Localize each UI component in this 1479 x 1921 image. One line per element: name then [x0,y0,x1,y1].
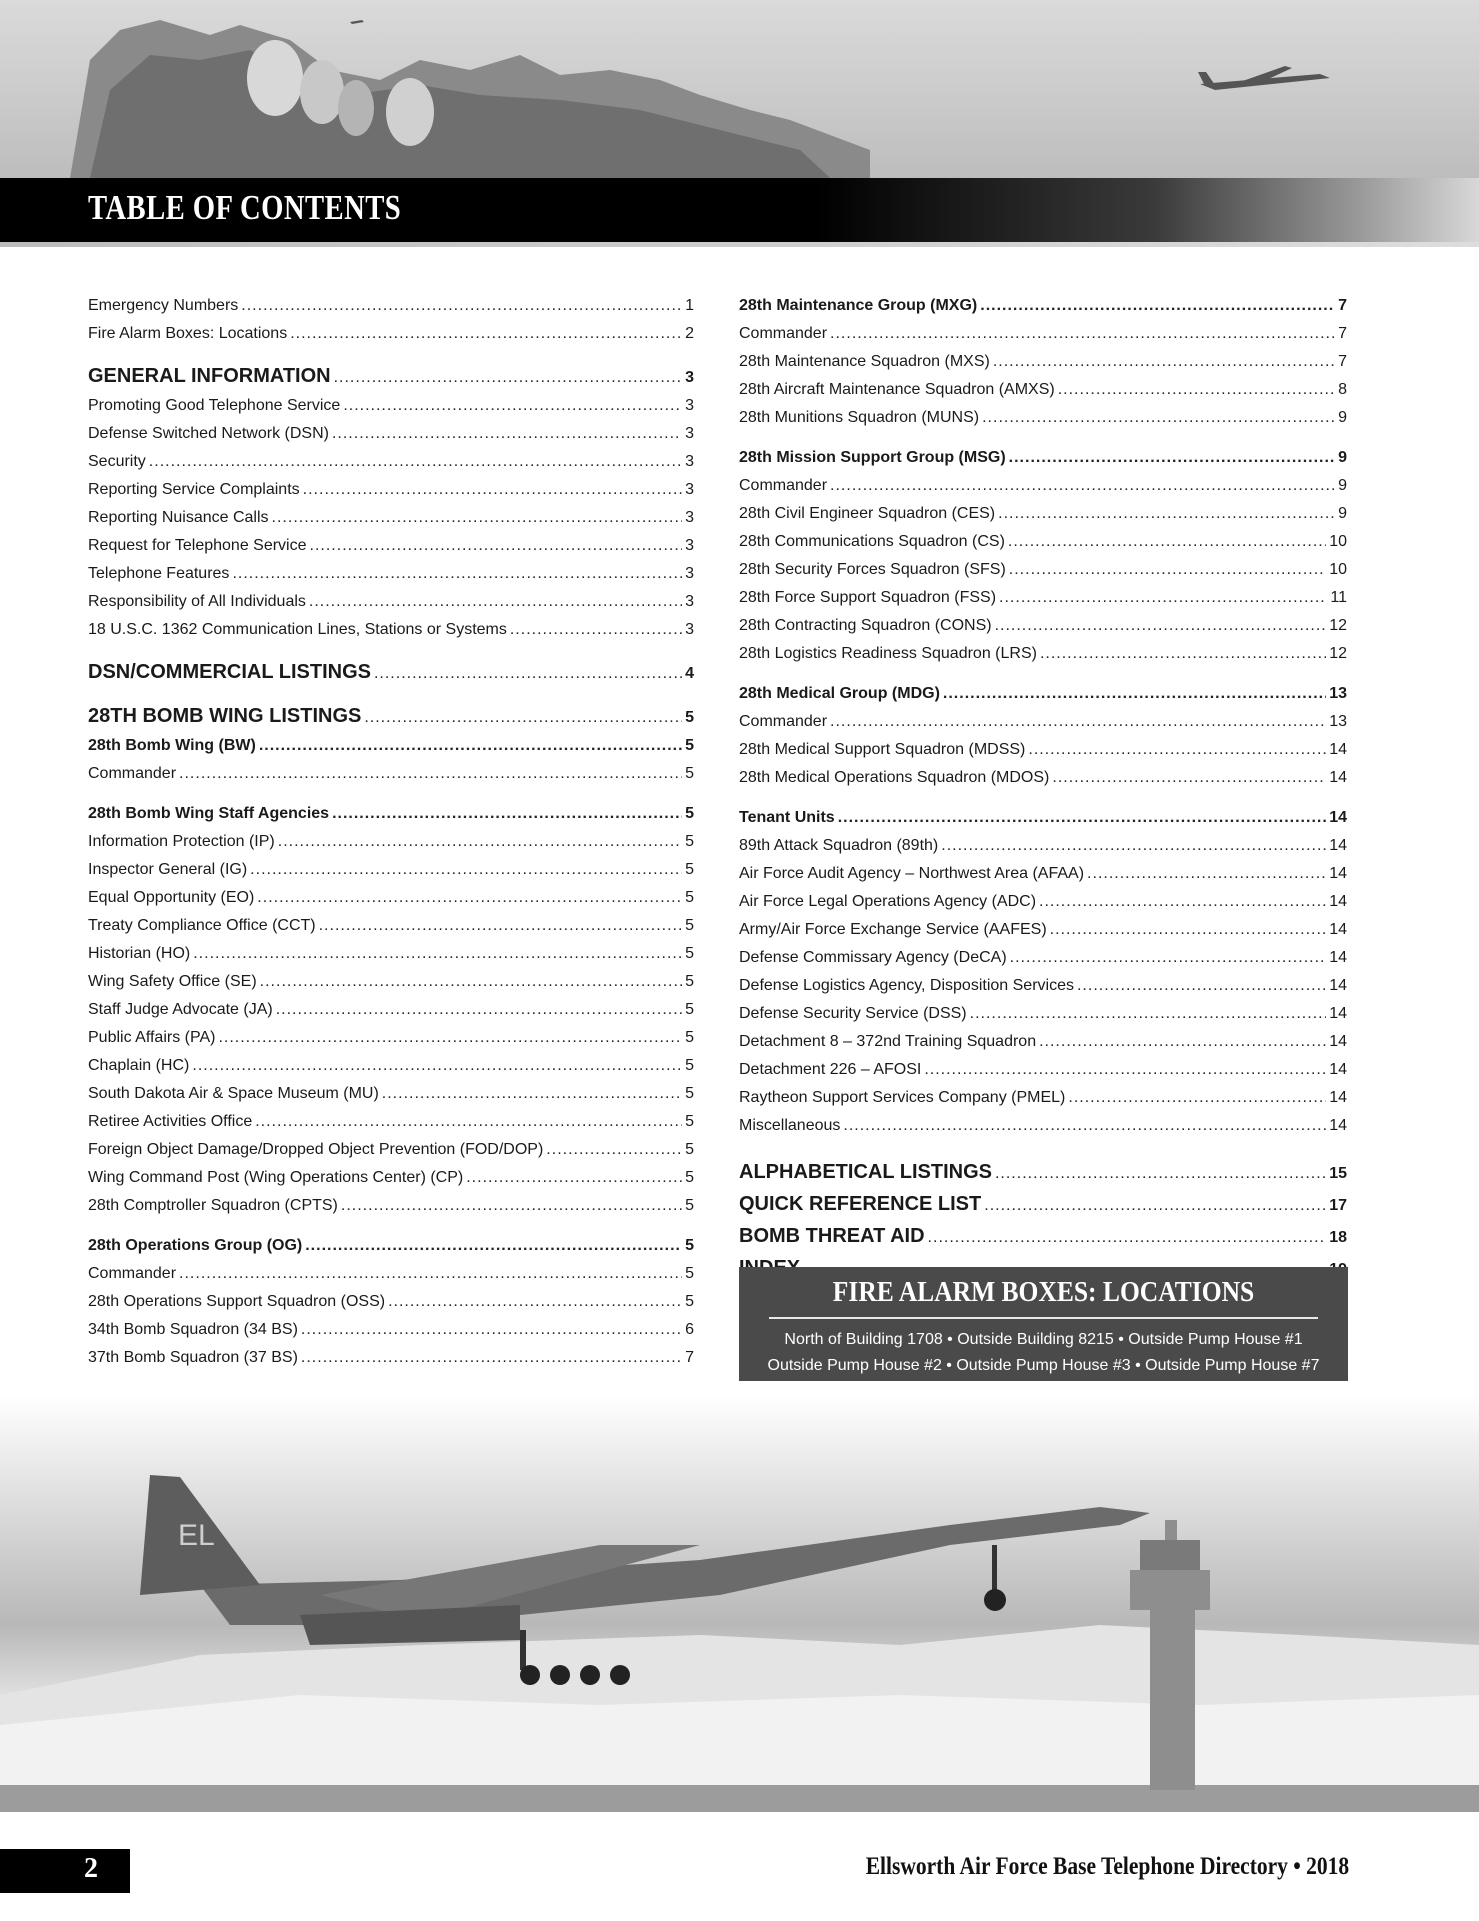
fire-alarm-locations-line-2: Outside Pump House #2 • Outside Pump House #3 • Outside Pump House #7 [767,1357,1320,1374]
toc-entry-page: 1 [685,297,694,314]
toc-leader-dots [305,1232,682,1260]
toc-leader-dots [546,1136,682,1164]
toc-entry-page: 5 [685,1085,694,1102]
toc-entry-page: 7 [685,1349,694,1366]
toc-entry [739,860,1347,888]
toc-entry-label: 28th Comptroller Squadron (CPTS) [88,1197,338,1214]
toc-leader-dots [995,1158,1326,1190]
toc-leader-dots [1039,888,1326,916]
toc-leader-dots [970,1000,1327,1028]
toc-entry-label: 28TH BOMB WING LISTINGS [88,705,362,727]
toc-entry-label: Equal Opportunity (EO) [88,889,255,906]
toc-leader-dots [943,680,1326,708]
footer-title: Ellsworth Air Force Base Telephone Directory • 2018 [865,1853,1349,1880]
toc-entry [739,1220,1347,1252]
toc-entry-page: 5 [685,709,694,726]
toc-entry [739,708,1347,736]
toc-entry [88,1260,694,1288]
toc-leader-dots [1039,1028,1326,1056]
bomber-takeoff-illustration [0,1395,1479,1812]
toc-entry-label: Detachment 8 – 372nd Training Squadron [739,1033,1037,1050]
toc-leader-dots [332,800,682,828]
toc-leader-dots [1058,376,1335,404]
toc-entry-label: Promoting Good Telephone Service [88,397,341,414]
toc-entry-page: 3 [685,537,694,554]
toc-entry-label: ALPHABETICAL LISTINGS [739,1161,992,1183]
toc-leader-dots [998,500,1335,528]
toc-entry-label: 28th Medical Group (MDG) [739,685,940,702]
toc-entry [88,588,694,616]
toc-leader-dots [260,968,682,996]
toc-entry-label: 28th Medical Support Squadron (MDSS) [739,741,1026,758]
toc-entry-label: DSN/COMMERCIAL LISTINGS [88,661,371,683]
toc-leader-dots [310,532,683,560]
toc-entry-page: 14 [1329,949,1347,966]
toc-entry-label: 28th Munitions Squadron (MUNS) [739,409,980,426]
toc-entry-label: 28th Communications Squadron (CS) [739,533,1005,550]
toc-entry [739,1084,1347,1112]
toc-entry-page: 14 [1329,865,1347,882]
toc-entry [88,1108,694,1136]
page-title: TABLE OF CONTENTS [88,188,402,227]
toc-entry-label: Public Affairs (PA) [88,1029,216,1046]
toc-entry-label: Tenant Units [739,809,835,826]
toc-entry-page: 14 [1329,977,1347,994]
fire-alarm-title: FIRE ALARM BOXES: LOCATIONS [832,1276,1255,1308]
toc-column-left [88,292,694,1372]
toc-entry-label: Detachment 226 – AFOSI [739,1061,922,1078]
toc-entry-page: 5 [685,765,694,782]
toc-entry-label: 89th Attack Squadron (89th) [739,837,939,854]
toc-entry [739,584,1347,612]
toc-entry [88,732,694,760]
toc-leader-dots [179,760,682,788]
toc-entry [88,560,694,588]
toc-leader-dots [1008,528,1326,556]
toc-entry-label: Defense Logistics Agency, Disposition Services [739,977,1074,994]
toc-entry [88,320,694,348]
toc-entry [739,1028,1347,1056]
toc-leader-dots [303,476,682,504]
page-number: 2 [84,1853,98,1884]
toc-column-right [739,292,1347,1284]
toc-leader-dots [319,912,682,940]
toc-entry-page: 5 [685,945,694,962]
toc-entry [739,292,1347,320]
toc-entry-page: 14 [1329,1005,1347,1022]
toc-entry-label: Responsibility of All Individuals [88,593,306,610]
toc-entry-page: 10 [1329,533,1347,550]
toc-entry-label: 28th Security Forces Squadron (SFS) [739,561,1006,578]
toc-entry-label: Fire Alarm Boxes: Locations [88,325,288,342]
toc-leader-dots [309,588,682,616]
toc-entry-page: 5 [685,917,694,934]
toc-entry [739,556,1347,584]
toc-leader-dots [1068,1084,1326,1112]
toc-leader-dots [388,1288,682,1316]
toc-leader-dots [928,1222,1327,1254]
toc-entry-label: 28th Operations Group (OG) [88,1237,303,1254]
toc-entry [739,1112,1347,1140]
toc-entry-label: Commander [739,325,828,342]
toc-entry-page: 5 [685,1237,694,1254]
toc-entry [88,1136,694,1164]
toc-entry [739,888,1347,916]
toc-entry-page: 3 [685,481,694,498]
toc-leader-dots [466,1164,682,1192]
toc-entry-label: Raytheon Support Services Company (PMEL) [739,1089,1066,1106]
toc-entry-page: 5 [685,889,694,906]
toc-leader-dots [232,560,682,588]
toc-leader-dots [301,1316,682,1344]
toc-entry-label: GENERAL INFORMATION [88,365,331,387]
toc-leader-dots [276,996,682,1024]
toc-leader-dots [995,612,1327,640]
toc-entry-label: 28th Bomb Wing (BW) [88,737,256,754]
toc-leader-dots [830,708,1326,736]
toc-entry-page: 9 [1338,409,1347,426]
toc-entry [739,1056,1347,1084]
toc-entry-label: Chaplain (HC) [88,1057,190,1074]
toc-entry [739,944,1347,972]
toc-entry [739,832,1347,860]
toc-leader-dots [241,292,682,320]
toc-entry-page: 14 [1329,769,1347,786]
bomber-takeoff-photo [0,1395,1479,1812]
toc-entry-page: 5 [685,1057,694,1074]
toc-entry-label: Commander [739,477,828,494]
toc-leader-dots [364,702,682,734]
toc-leader-dots [1087,860,1326,888]
toc-leader-dots [980,292,1335,320]
toc-entry-page: 4 [685,665,694,682]
toc-entry [739,320,1347,348]
toc-leader-dots [1010,944,1327,972]
toc-leader-dots [982,404,1335,432]
toc-entry-page: 7 [1338,325,1347,342]
toc-entry-label: 28th Aircraft Maintenance Squadron (AMXS) [739,381,1055,398]
page-number-box [0,1849,130,1893]
toc-entry-label: 28th Force Support Squadron (FSS) [739,589,997,606]
toc-entry-page: 3 [685,369,694,386]
toc-entry [88,760,694,788]
toc-entry [88,1024,694,1052]
toc-entry-page: 13 [1329,685,1347,702]
toc-entry-label: Security [88,453,146,470]
toc-entry-page: 3 [685,593,694,610]
toc-entry-label: QUICK REFERENCE LIST [739,1193,982,1215]
toc-entry-label: 28th Bomb Wing Staff Agencies [88,805,330,822]
toc-leader-dots [924,1056,1326,1084]
title-divider [0,242,1479,247]
toc-entry-label: 18 U.S.C. 1362 Communication Lines, Stations or Systems [88,621,507,638]
toc-entry-label: Emergency Numbers [88,297,239,314]
toc-entry-label: Historian (HO) [88,945,191,962]
toc-entry [88,856,694,884]
toc-entry [739,640,1347,668]
toc-leader-dots [272,504,683,532]
toc-leader-dots [290,320,682,348]
toc-entry-page: 3 [685,509,694,526]
toc-leader-dots [149,448,682,476]
toc-entry [88,1080,694,1108]
toc-entry [739,404,1347,432]
toc-entry-label: 28th Medical Operations Squadron (MDOS) [739,769,1050,786]
toc-entry-label: Wing Safety Office (SE) [88,973,257,990]
toc-entry [739,528,1347,556]
toc-entry-label: Commander [739,713,828,730]
toc-entry-label: Staff Judge Advocate (JA) [88,1001,273,1018]
toc-entry [88,532,694,560]
fire-alarm-box [739,1267,1348,1381]
fire-alarm-locations-line-1: North of Building 1708 • Outside Building 8215 • Outside Pump House #1 [784,1331,1303,1348]
toc-entry-label: Army/Air Force Exchange Service (AAFES) [739,921,1047,938]
toc-entry-page: 14 [1329,1033,1347,1050]
toc-entry-page: 5 [685,1197,694,1214]
toc-leader-dots [941,832,1326,860]
toc-entry-page: 5 [685,1293,694,1310]
toc-entry-label: 28th Maintenance Squadron (MXS) [739,353,990,370]
toc-leader-dots [1028,736,1326,764]
toc-entry [88,1052,694,1080]
toc-entry [88,996,694,1024]
toc-entry-page: 2 [685,325,694,342]
toc-leader-dots [334,362,683,394]
toc-leader-dots [374,658,682,690]
toc-leader-dots [1052,764,1326,792]
toc-entry [88,940,694,968]
toc-entry [88,476,694,504]
toc-entry [88,616,694,644]
bomber-aircraft-small [1198,66,1330,90]
toc-entry-label: Foreign Object Damage/Dropped Object Prevention (FOD/DOP) [88,1141,544,1158]
toc-entry-page: 5 [685,1001,694,1018]
toc-entry-label: Reporting Nuisance Calls [88,509,269,526]
toc-entry-label: Inspector General (IG) [88,861,248,878]
toc-entry-label: Information Protection (IP) [88,833,275,850]
toc-entry [739,680,1347,708]
mount-rushmore-illustration [0,0,1479,178]
toc-entry [88,392,694,420]
toc-leader-dots [192,1052,682,1080]
toc-entry [88,1344,694,1372]
toc-entry [88,884,694,912]
toc-entry-label: Commander [88,1265,177,1282]
toc-entry [88,912,694,940]
toc-entry-label: 28th Maintenance Group (MXG) [739,297,978,314]
toc-entry-page: 3 [685,621,694,638]
toc-entry [88,420,694,448]
toc-entry-page: 5 [685,1265,694,1282]
toc-leader-dots [1009,444,1335,472]
header-photo [0,0,1479,178]
toc-entry-page: 8 [1338,381,1347,398]
toc-entry [88,292,694,320]
toc-entry-page: 15 [1329,1165,1347,1182]
toc-entry-label: 37th Bomb Squadron (37 BS) [88,1349,298,1366]
toc-entry-label: Defense Security Service (DSS) [739,1005,967,1022]
toc-leader-dots [830,320,1335,348]
toc-entry-label: Telephone Features [88,565,230,582]
toc-entry [88,700,694,732]
toc-entry-page: 13 [1329,713,1347,730]
toc-entry-page: 14 [1329,921,1347,938]
toc-entry-page: 14 [1329,1061,1347,1078]
toc-leader-dots [193,940,682,968]
toc-entry-page: 14 [1329,837,1347,854]
toc-entry-page: 14 [1329,741,1347,758]
toc-entry [739,500,1347,528]
toc-entry-page: 5 [685,1141,694,1158]
toc-entry-page: 3 [685,425,694,442]
toc-entry [88,1192,694,1220]
toc-entry-page: 14 [1329,1117,1347,1134]
toc-leader-dots [250,856,682,884]
toc-leader-dots [301,1344,682,1372]
toc-entry-page: 14 [1329,1089,1347,1106]
toc-entry-label: Wing Command Post (Wing Operations Center) (CP) [88,1169,464,1186]
toc-entry-page: 12 [1329,645,1347,662]
toc-entry [88,1316,694,1344]
toc-entry-label: Retiree Activities Office [88,1113,253,1130]
toc-entry [88,1288,694,1316]
toc-entry-page: 5 [685,973,694,990]
toc-entry-page: 5 [685,1169,694,1186]
toc-entry-label: Commander [88,765,177,782]
toc-entry [88,828,694,856]
toc-entry-label: Air Force Audit Agency – Northwest Area (AFAA) [739,865,1085,882]
toc-entry [739,972,1347,1000]
toc-leader-dots [838,804,1327,832]
toc-entry-page: 6 [685,1321,694,1338]
toc-entry-label: 34th Bomb Squadron (34 BS) [88,1321,298,1338]
toc-entry-label: Treaty Compliance Office (CCT) [88,917,316,934]
toc-entry-page: 3 [685,397,694,414]
toc-entry-label: Miscellaneous [739,1117,841,1134]
toc-entry [88,1164,694,1192]
toc-entry [88,1232,694,1260]
toc-leader-dots [830,472,1335,500]
toc-entry [88,360,694,392]
toc-entry-page: 5 [685,861,694,878]
toc-leader-dots [1077,972,1326,1000]
toc-entry-page: 17 [1329,1197,1347,1214]
toc-entry [739,1188,1347,1220]
toc-entry [739,1156,1347,1188]
toc-entry [739,736,1347,764]
toc-leader-dots [259,732,682,760]
toc-entry-page: 12 [1329,617,1347,634]
toc-leader-dots [999,584,1327,612]
toc-entry [739,764,1347,792]
toc-entry-label: Defense Commissary Agency (DeCA) [739,949,1007,966]
toc-entry [739,444,1347,472]
toc-entry [739,1000,1347,1028]
toc-entry-label: South Dakota Air & Space Museum (MU) [88,1085,379,1102]
toc-entry-label: Request for Telephone Service [88,537,307,554]
toc-entry-page: 5 [685,805,694,822]
toc-entry-label: Reporting Service Complaints [88,481,300,498]
toc-entry [739,916,1347,944]
toc-entry-page: 3 [685,565,694,582]
toc-leader-dots [341,1192,682,1220]
toc-entry-page: 5 [685,1113,694,1130]
toc-leader-dots [255,1108,682,1136]
toc-leader-dots [993,348,1335,376]
toc-entry [739,348,1347,376]
toc-entry-label: 28th Mission Support Group (MSG) [739,449,1006,466]
toc-leader-dots [843,1112,1326,1140]
toc-entry-page: 7 [1338,353,1347,370]
toc-entry-page: 9 [1338,449,1347,466]
toc-entry-label: Defense Switched Network (DSN) [88,425,329,442]
toc-leader-dots [1040,640,1326,668]
toc-entry [739,612,1347,640]
toc-leader-dots [179,1260,682,1288]
toc-leader-dots [510,616,682,644]
toc-entry-page: 5 [685,833,694,850]
toc-entry [88,448,694,476]
toc-entry [88,800,694,828]
toc-entry-page: 5 [685,737,694,754]
toc-entry-label: 28th Contracting Squadron (CONS) [739,617,992,634]
toc-entry-page: 3 [685,453,694,470]
toc-entry-page: 5 [685,1029,694,1046]
toc-entry-page: 18 [1329,1229,1347,1246]
toc-leader-dots [1050,916,1327,944]
toc-entry [739,376,1347,404]
toc-entry-label: 28th Civil Engineer Squadron (CES) [739,505,996,522]
toc-entry [88,968,694,996]
toc-leader-dots [218,1024,682,1052]
toc-entry-page: 9 [1338,505,1347,522]
toc-entry [739,804,1347,832]
toc-entry-page: 9 [1338,477,1347,494]
toc-leader-dots [278,828,682,856]
toc-entry-label: 28th Operations Support Squadron (OSS) [88,1293,386,1310]
toc-leader-dots [382,1080,682,1108]
toc-entry-label: 28th Logistics Readiness Squadron (LRS) [739,645,1037,662]
toc-leader-dots [343,392,682,420]
fire-alarm-divider [769,1317,1318,1319]
toc-entry-page: 11 [1330,589,1347,606]
toc-entry [88,504,694,532]
toc-entry [739,472,1347,500]
toc-leader-dots [984,1190,1326,1222]
toc-leader-dots [1009,556,1326,584]
tail-marking-text: EL [178,1519,215,1552]
toc-entry-page: 14 [1329,893,1347,910]
toc-entry-page: 14 [1329,809,1347,826]
toc-leader-dots [257,884,682,912]
toc-entry [88,656,694,688]
toc-entry-page: 7 [1338,297,1347,314]
toc-leader-dots [332,420,682,448]
toc-entry-page: 10 [1329,561,1347,578]
toc-entry-label: Air Force Legal Operations Agency (ADC) [739,893,1037,910]
toc-entry-label: BOMB THREAT AID [739,1225,925,1247]
